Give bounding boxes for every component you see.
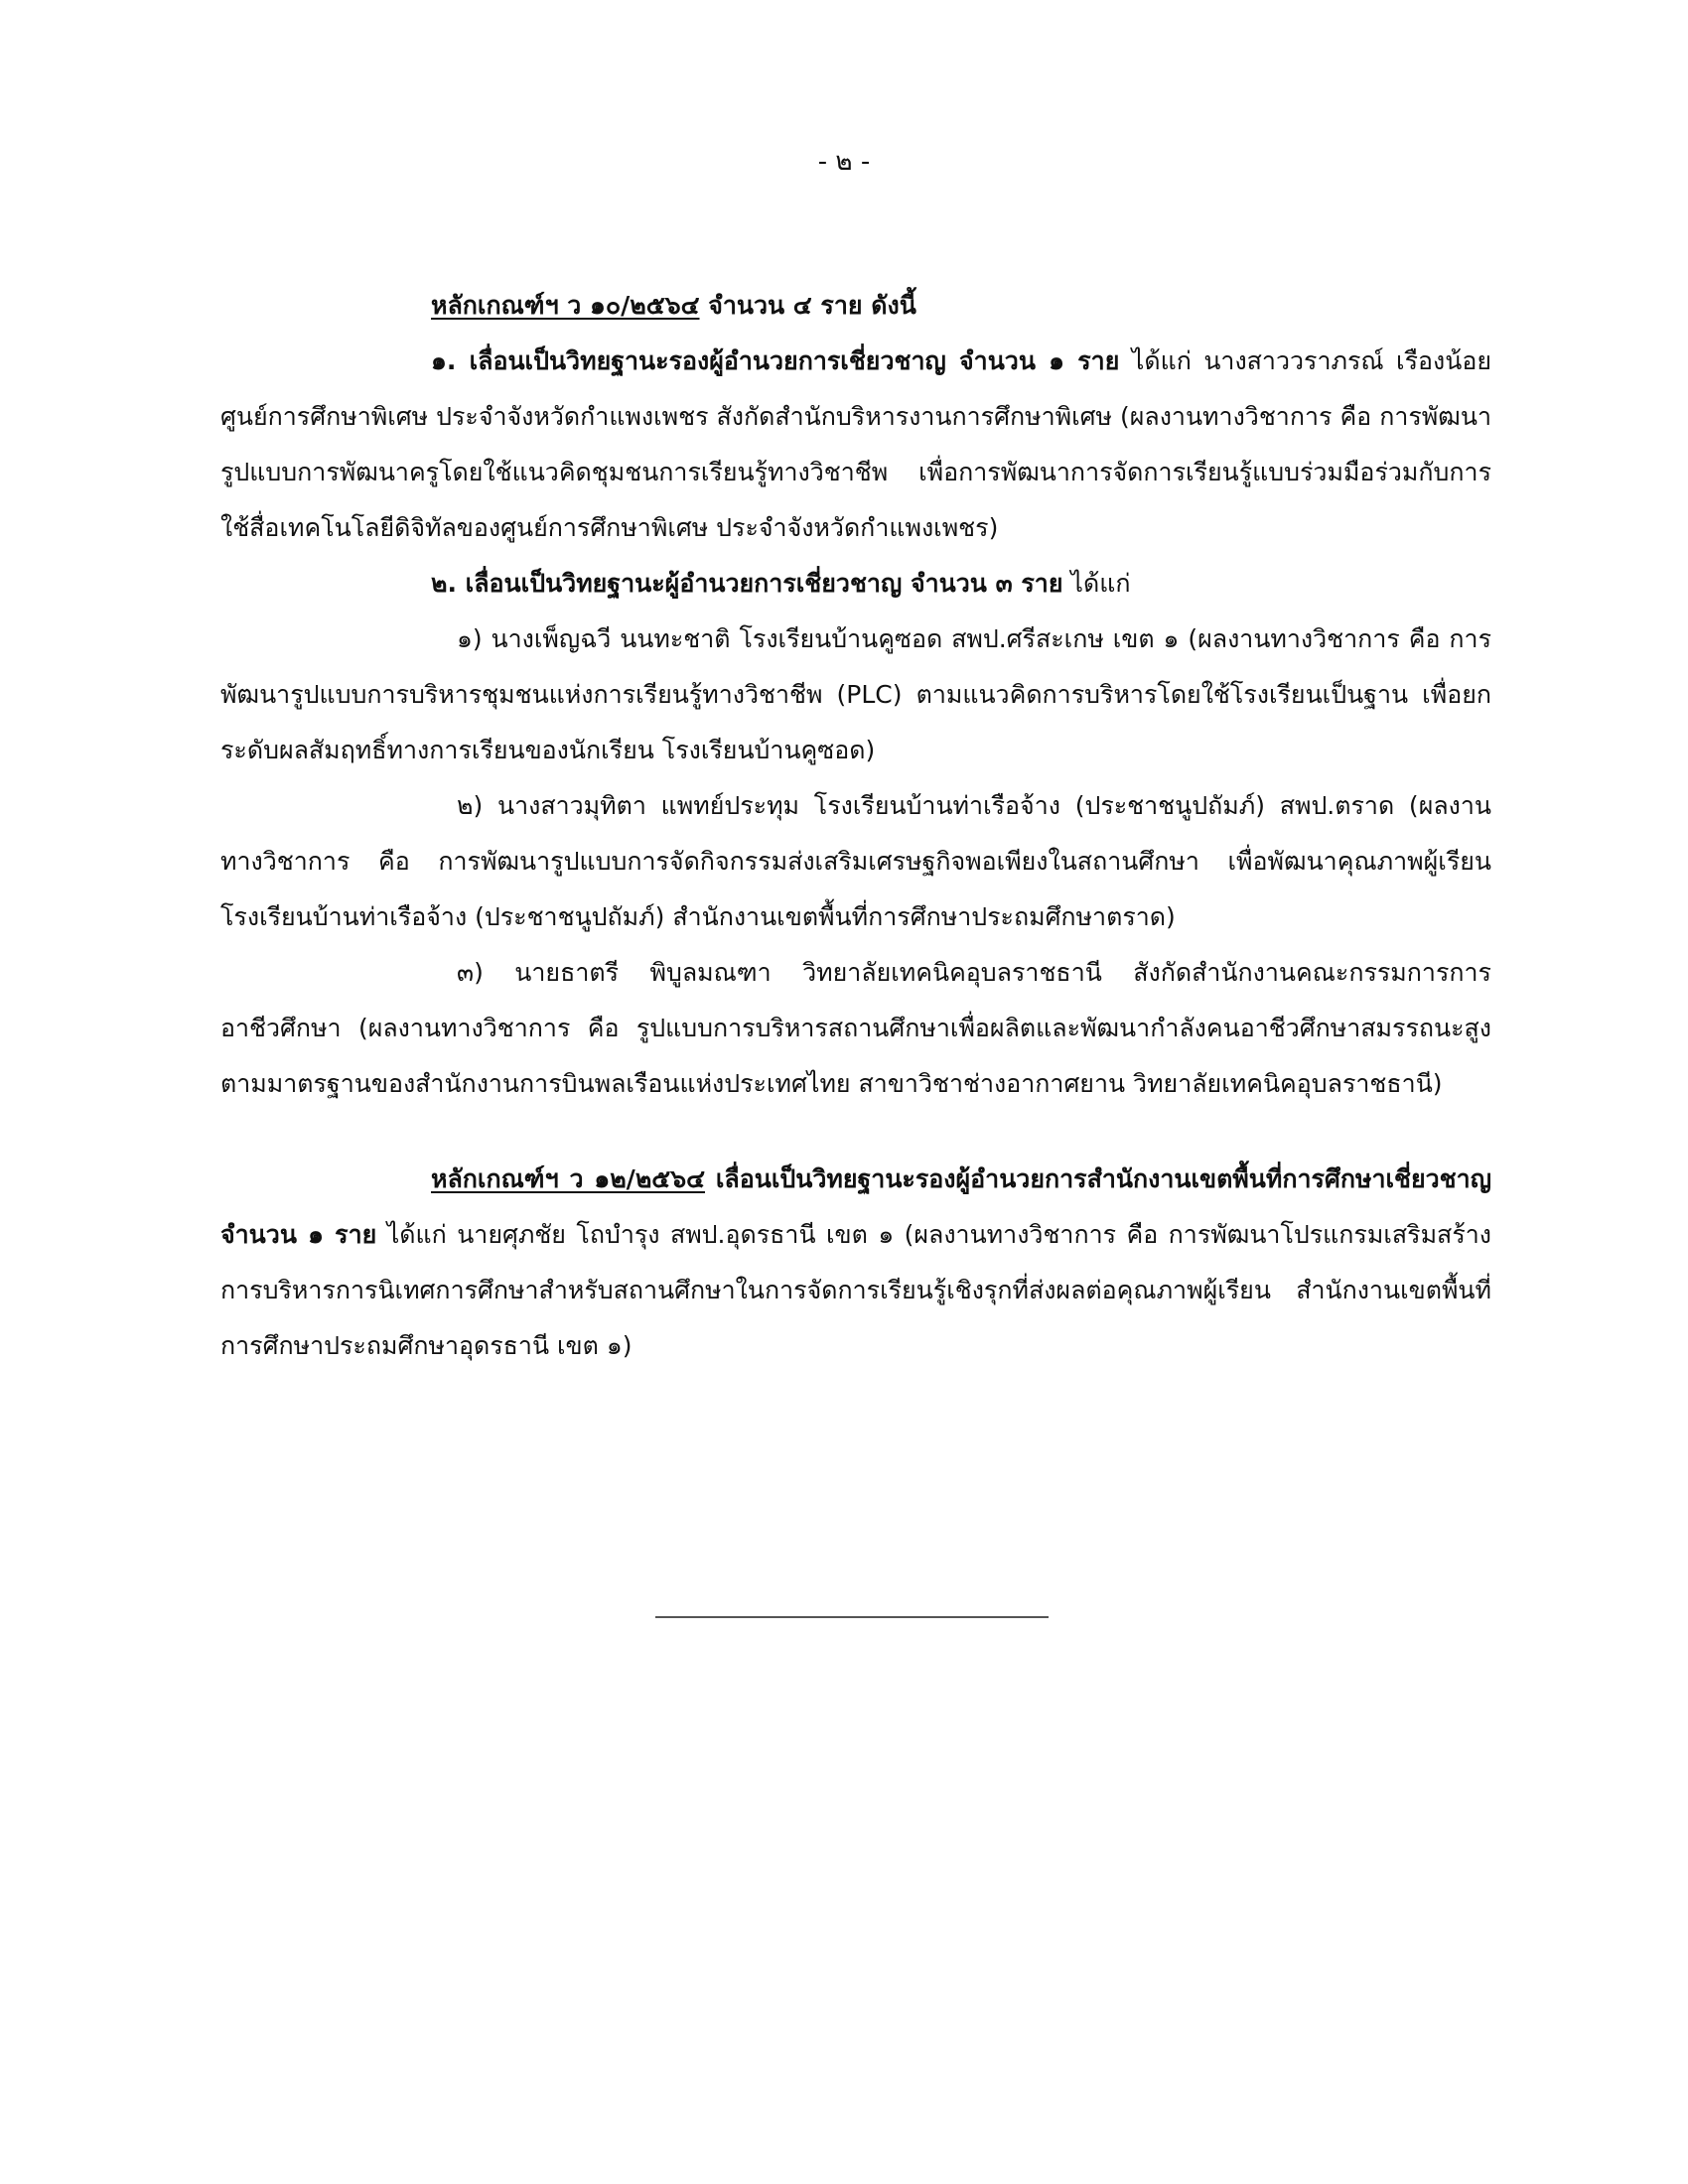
section1-item2-title: ๒. เลื่อนเป็นวิทยฐานะผู้อำนวยการเชี่ยวชาญ จำนวน ๓ ราย [431,569,1063,598]
section1-summary: จำนวน ๔ ราย ดังนี้ [699,291,916,320]
section2-criteria-ref: หลักเกณฑ์ฯ ว ๑๒/๒๕๖๔ [431,1164,706,1193]
section1-item2-entry-2: ๒) นางสาวมุทิตา แพทย์ประทุม โรงเรียนบ้านท่าเรือจ้าง (ประชาชนูปถัมภ์) สพป.ตราด (ผลงานทางวิชาการ คือ การพัฒนารูปแบบการจัดกิจกรรมส่งเสริมเศรษฐกิจพอเพียงในสถานศึกษา เพื่อพัฒนาคุณภาพผู้เรียนโรงเรียนบ้านท่าเรือจ้าง (ประชาชนูปถัมภ์) สำนักงานเขตพื้นที่การศึกษาประถมศึกษาตราด) [220,791,1491,931]
section1-item2 [220,556,1491,612]
page-number: - ๒ - [817,147,871,177]
section1-heading [220,278,1491,334]
section1-item2-text: ได้แก่ [1062,569,1131,598]
section1-item1-text: ได้แก่ นางสาววราภรณ์ เรืองน้อย ศูนย์การศึกษาพิเศษ ประจำจังหวัดกำแพงเพชร สังกัดสำนักบริหารงานการศึกษาพิเศษ (ผลงานทางวิชาการ คือ การพัฒนารูปแบบการพัฒนาครูโดยใช้แนวคิดชุมชนการเรียนรู้ทางวิชาชีพ เพื่อการพัฒนาการจัดการเรียนรู้แบบร่วมมือร่วมกับการใช้สื่อเทคโนโลยีดิจิทัลของศูนย์การศึกษาพิเศษ ประจำจังหวัดกำแพงเพชร) [220,346,1491,542]
section2-text: ได้แก่ นายศุภชัย โถบำรุง สพป.อุดรธานี เขต ๑ (ผลงานทางวิชาการ คือ การพัฒนาโปรแกรมเสริมสร้างการบริหารการนิเทศการศึกษาสำหรับสถานศึกษาในการจัดการเรียนรู้เชิงรุกที่ส่งผลต่อคุณภาพผู้เรียน สำนักงานเขตพื้นที่การศึกษาประถมศึกษาอุดรธานี เขต ๑) [220,1220,1491,1360]
end-rule [655,1616,1049,1618]
document-body [220,278,1491,1374]
section1-item1-title: ๑. เลื่อนเป็นวิทยฐานะรองผู้อำนวยการเชี่ยวชาญ จำนวน ๑ ราย [431,346,1120,375]
section1-criteria-ref: หลักเกณฑ์ฯ ว ๑๐/๒๕๖๔ [431,291,700,320]
section1-item2-entry-3: ๓) นายธาตรี พิบูลมณฑา วิทยาลัยเทคนิคอุบลราชธานี สังกัดสำนักงานคณะกรรมการการอาชีวศึกษา (ผลงานทางวิชาการ คือ รูปแบบการบริหารสถานศึกษาเพื่อผลิตและพัฒนากำลังคนอาชีวศึกษาสมรรถนะสูง ตามมาตรฐานของสำนักงานการบินพลเรือนแห่งประเทศไทย สาขาวิชาช่างอากาศยาน วิทยาลัยเทคนิคอุบลราชธานี) [220,958,1491,1098]
section2-title: เลื่อนเป็นวิทยฐานะรองผู้อำนวยการสำนักงานเขตพื้นที่การศึกษาเชี่ยวชาญ จำนวน ๑ ราย [220,1164,1491,1249]
section1-item2-entry-1: ๑) นางเพ็ญฉวี นนทะชาติ โรงเรียนบ้านคูซอด สพป.ศรีสะเกษ เขต ๑ (ผลงานทางวิชาการ คือ การพัฒนารูปแบบการบริหารชุมชนแห่งการเรียนรู้ทางวิชาชีพ (PLC) ตามแนวคิดการบริหารโดยใช้โรงเรียนเป็นฐาน เพื่อยกระดับผลสัมฤทธิ์ทางการเรียนของนักเรียน โรงเรียนบ้านคูซอด) [220,624,1491,764]
section2-paragraph [220,1152,1491,1374]
section1-item1 [220,334,1491,556]
